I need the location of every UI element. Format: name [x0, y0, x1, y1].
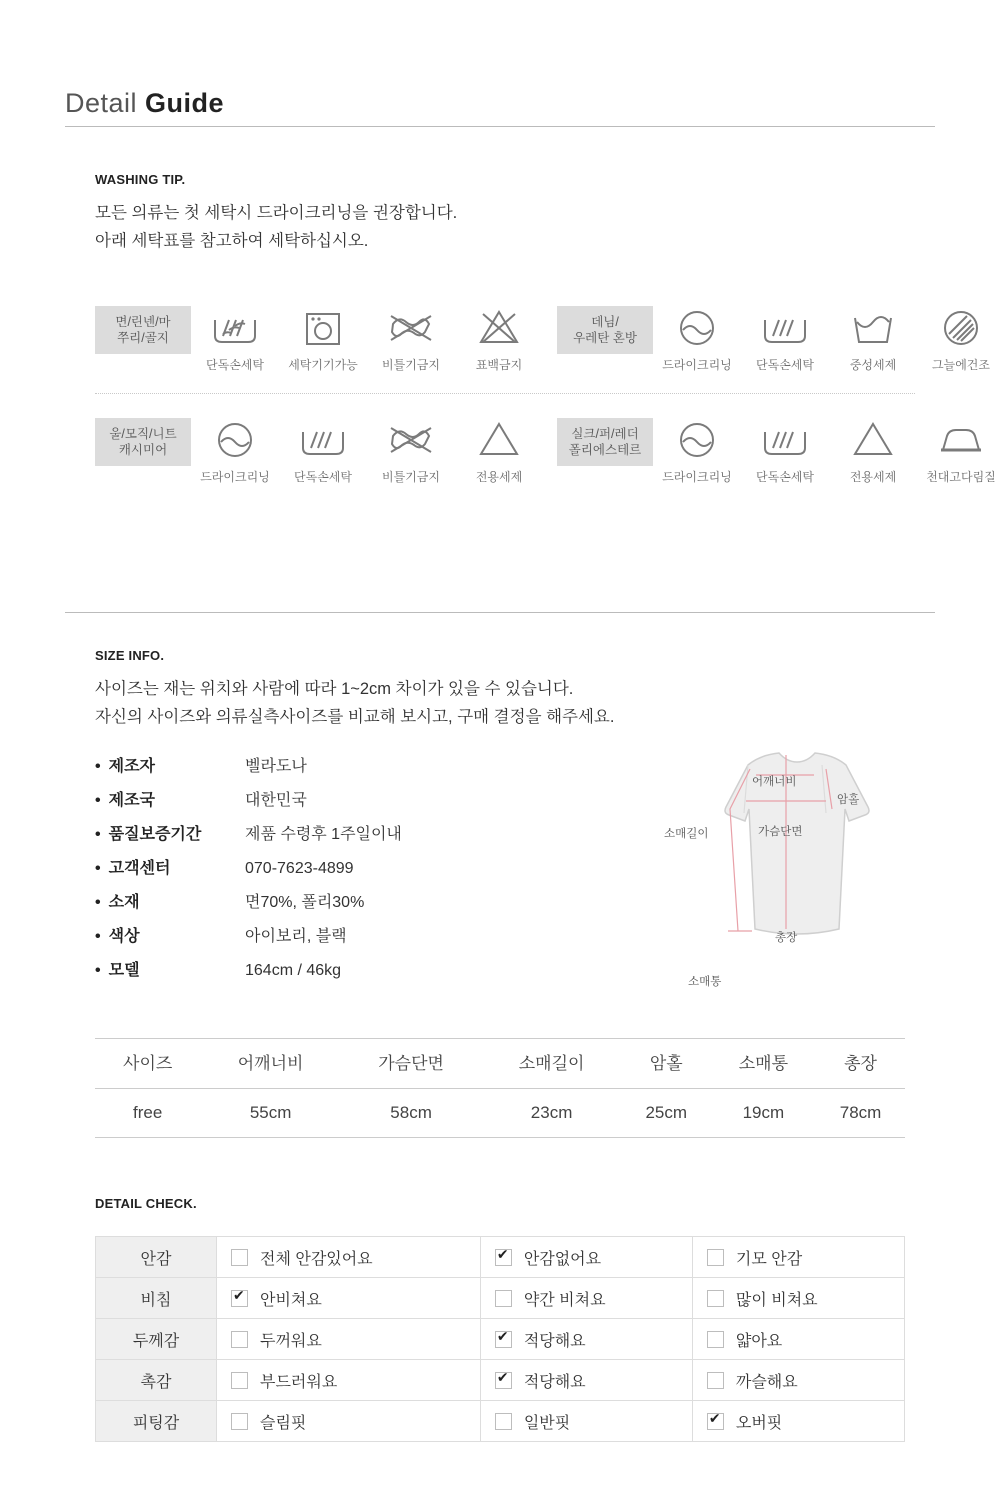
care-category-wool [95, 418, 191, 466]
spec-row [95, 886, 615, 920]
checkbox[interactable] [495, 1290, 512, 1307]
size-table-header: 어깨너비 [200, 1039, 340, 1089]
size-table-header: 가슴단면 [341, 1039, 481, 1089]
care-icon-no-wring [367, 298, 455, 373]
detail-option-label: 안감없어요 [523, 1250, 602, 1268]
detail-option[interactable] [692, 1278, 904, 1319]
checkbox[interactable] [231, 1413, 248, 1430]
care-icon-no-wring-2 [367, 410, 455, 485]
detail-option-label: 두꺼워요 [260, 1332, 322, 1350]
size-table-cell: 23cm [481, 1089, 621, 1138]
care-category-denim [557, 306, 653, 354]
spec-value: 070-7623-4899 [245, 860, 354, 877]
detail-check-label: DETAIL CHECK. [95, 1196, 197, 1211]
detail-row-label: 비침 [96, 1278, 217, 1319]
care-icon-caption: 표백금지 [475, 358, 523, 372]
detail-option-label: 안비쳐요 [260, 1291, 322, 1309]
care-icon-neutral-detergent [829, 298, 917, 373]
size-table-header: 소매통 [711, 1039, 816, 1089]
spec-key: • 고객센터 [95, 852, 245, 886]
detail-option[interactable] [217, 1278, 481, 1319]
care-icon-rows [95, 298, 996, 500]
detail-option-label: 부드러워요 [260, 1373, 338, 1391]
size-table-cell: 78cm [816, 1089, 905, 1138]
care-category-line2: 우레탄 혼방 [573, 331, 637, 345]
checkbox[interactable] [495, 1249, 512, 1266]
spec-value: 대한민국 [245, 792, 307, 809]
table-row [96, 1401, 905, 1442]
care-icon-dry-clean-3 [653, 410, 741, 485]
care-icon-caption: 단독손세탁 [294, 470, 352, 484]
hand-wash-icon [209, 298, 261, 354]
checkbox[interactable] [495, 1331, 512, 1348]
detail-option-label: 적당해요 [523, 1373, 586, 1391]
detail-row-label: 촉감 [96, 1360, 217, 1401]
checkbox[interactable] [707, 1290, 724, 1307]
detail-option[interactable] [692, 1401, 904, 1442]
spec-key: • 소재 [95, 886, 245, 920]
detail-option-label: 약간 비쳐요 [523, 1291, 606, 1309]
checkbox[interactable] [231, 1249, 248, 1266]
label-armhole: 암홀 [837, 794, 860, 806]
washing-tip-line2: 아래 세탁표를 참고하여 세탁하십시오. [95, 232, 369, 250]
hand-wash-icon [759, 298, 811, 354]
size-table-cell: 58cm [341, 1089, 481, 1138]
detail-option[interactable] [480, 1360, 692, 1401]
care-icon-caption: 그늘에건조 [932, 358, 990, 372]
care-category-line2: 쭈리/골지 [117, 331, 169, 345]
detail-option[interactable] [692, 1237, 904, 1278]
care-icon-hand-wash [191, 298, 279, 373]
checkbox[interactable] [707, 1372, 724, 1389]
detail-option[interactable] [480, 1319, 692, 1360]
spec-key: • 모델 [95, 954, 245, 988]
care-icon-caption: 드라이크리닝 [662, 470, 732, 484]
care-icon-caption: 비틀기금지 [382, 470, 440, 484]
size-table-cell: 25cm [622, 1089, 711, 1138]
care-icon-caption: 단독손세탁 [756, 470, 814, 484]
size-info-line2: 자신의 사이즈와 의류실측사이즈를 비교해 보시고, 구매 결정을 해주세요. [95, 708, 615, 726]
detail-row-label: 피팅감 [96, 1401, 217, 1442]
spec-row [95, 920, 615, 954]
detail-option[interactable] [217, 1401, 481, 1442]
detail-option-label: 오버핏 [735, 1414, 783, 1432]
detail-row-label: 안감 [96, 1237, 217, 1278]
detail-option[interactable] [692, 1319, 904, 1360]
care-icon-hand-wash-2 [741, 298, 829, 373]
detail-option[interactable] [480, 1278, 692, 1319]
size-table-header: 소매길이 [481, 1039, 621, 1089]
care-icon-caption: 전용세제 [849, 470, 897, 484]
spec-row [95, 852, 615, 886]
size-table-header: 사이즈 [95, 1039, 200, 1089]
spec-value: 아이보리, 블랙 [245, 928, 347, 945]
detail-option[interactable] [692, 1360, 904, 1401]
checkbox[interactable] [495, 1413, 512, 1430]
spec-key: • 제조자 [95, 750, 245, 784]
care-row-2 [95, 410, 996, 500]
spec-key: • 제조국 [95, 784, 245, 818]
low-iron-icon [935, 410, 987, 466]
care-icon-special-detergent-2 [829, 410, 917, 485]
detail-row-label: 두께감 [96, 1319, 217, 1360]
no-wring-icon [385, 410, 437, 466]
special-detergent-icon [475, 410, 523, 466]
garment-diagram [660, 735, 910, 1000]
care-icon-caption: 세탁기기가능 [288, 358, 358, 372]
care-row-1 [95, 298, 990, 393]
detail-option[interactable] [217, 1319, 481, 1360]
detail-check-table [95, 1236, 905, 1442]
checkbox[interactable] [231, 1290, 248, 1307]
size-table [95, 1038, 905, 1138]
care-category-line2: 폴리에스테르 [568, 443, 642, 457]
spec-list [95, 750, 615, 988]
checkbox[interactable] [707, 1331, 724, 1348]
size-table-cell: 19cm [711, 1089, 816, 1138]
page-title-light: Detail [65, 88, 146, 118]
label-sleeve-width: 소매통 [688, 976, 722, 988]
spec-value: 제품 수령후 1주일이내 [245, 826, 402, 843]
size-table-header: 암홀 [622, 1039, 711, 1089]
page-title-bold: Guide [145, 88, 225, 118]
header-divider [65, 126, 935, 127]
detail-option[interactable] [480, 1237, 692, 1278]
detail-option[interactable] [217, 1237, 481, 1278]
detail-option-label: 전체 안감있어요 [260, 1250, 373, 1268]
checkbox[interactable] [231, 1372, 248, 1389]
checkbox[interactable] [707, 1249, 724, 1266]
table-row [96, 1237, 905, 1278]
care-icon-caption: 단독손세탁 [756, 358, 814, 372]
care-icon-machine-wash [279, 298, 367, 373]
size-table-cell: 55cm [200, 1089, 340, 1138]
label-chest: 가슴단면 [758, 826, 803, 838]
size-info-section [95, 648, 655, 731]
hand-wash-icon [297, 410, 349, 466]
care-category-silk [557, 418, 653, 466]
care-icon-dry-clean [653, 298, 741, 373]
spec-row [95, 750, 615, 784]
label-total-length: 총장 [775, 932, 798, 944]
shade-dry-icon [937, 298, 985, 354]
care-category-cotton [95, 306, 191, 354]
care-category-line2: 캐시미어 [118, 443, 168, 457]
size-info-line1: 사이즈는 재는 위치와 사람에 따라 1~2cm 차이가 있을 수 있습니다. [95, 680, 574, 698]
detail-option-label: 얇아요 [735, 1332, 783, 1350]
table-row [96, 1319, 905, 1360]
checkbox[interactable] [707, 1413, 724, 1430]
detail-option-label: 일반핏 [523, 1414, 571, 1432]
care-rows-divider [95, 393, 915, 394]
table-row [95, 1089, 905, 1138]
dry-clean-icon [671, 298, 723, 354]
detail-option-label: 적당해요 [523, 1332, 586, 1350]
care-category-line1: 울/모직/니트 [109, 427, 177, 441]
care-icon-shade-dry [917, 298, 1000, 373]
care-icon-caption: 전용세제 [475, 470, 523, 484]
spec-key: • 색상 [95, 920, 245, 954]
washing-tip-section [95, 172, 915, 255]
care-category-line1: 면/린넨/마 [115, 315, 171, 329]
size-table-cell: free [95, 1089, 200, 1138]
care-category-line1: 데님/ [591, 315, 619, 329]
checkbox[interactable] [231, 1331, 248, 1348]
label-shoulder: 어깨너비 [752, 776, 797, 788]
section-divider [65, 612, 935, 613]
table-row [96, 1278, 905, 1319]
detail-option[interactable] [217, 1360, 481, 1401]
neutral-detergent-icon [847, 298, 899, 354]
machine-wash-icon [299, 298, 347, 354]
detail-option[interactable] [480, 1401, 692, 1442]
care-icon-special-detergent [455, 410, 543, 485]
care-icon-no-bleach [455, 298, 543, 373]
spec-row [95, 954, 615, 988]
detail-option-label: 기모 안감 [735, 1250, 803, 1268]
detail-option-label: 까슬해요 [735, 1373, 798, 1391]
hand-wash-icon [759, 410, 811, 466]
care-icon-caption: 중성세제 [849, 358, 897, 372]
size-info-label: SIZE INFO. [95, 648, 165, 663]
spec-row [95, 818, 615, 852]
dry-clean-icon [671, 410, 723, 466]
spec-key: • 품질보증기간 [95, 818, 245, 852]
checkbox[interactable] [495, 1372, 512, 1389]
washing-tip-label: WASHING TIP. [95, 172, 186, 187]
care-icon-hand-wash-4 [741, 410, 829, 485]
label-sleeve-length: 소매길이 [664, 828, 709, 840]
no-bleach-icon [475, 298, 523, 354]
no-wring-icon [385, 298, 437, 354]
washing-tip-line1: 모든 의류는 첫 세탁시 드라이크리닝을 권장합니다. [95, 204, 458, 222]
care-icon-dry-clean-2 [191, 410, 279, 485]
spec-value: 면70%, 폴리30% [245, 894, 365, 911]
table-row [96, 1360, 905, 1401]
spec-value: 164cm / 46kg [245, 962, 342, 979]
care-icon-caption: 드라이크리닝 [200, 470, 270, 484]
dry-clean-icon [209, 410, 261, 466]
care-icon-hand-wash-3 [279, 410, 367, 485]
detail-option-label: 많이 비쳐요 [735, 1291, 818, 1309]
care-category-line1: 실크/퍼/레더 [571, 427, 639, 441]
care-icon-low-iron [917, 410, 1000, 485]
care-icon-caption: 비틀기금지 [382, 358, 440, 372]
care-icon-caption: 드라이크리닝 [662, 358, 732, 372]
page-title [65, 88, 935, 119]
size-table-header: 총장 [816, 1039, 905, 1089]
size-table-header-row [95, 1039, 905, 1089]
care-icon-caption: 천대고다림질 [926, 470, 996, 484]
detail-option-label: 슬림핏 [260, 1414, 307, 1432]
spec-row [95, 784, 615, 818]
care-icon-caption: 단독손세탁 [206, 358, 264, 372]
spec-value: 벨라도나 [245, 758, 307, 775]
special-detergent-icon [849, 410, 897, 466]
